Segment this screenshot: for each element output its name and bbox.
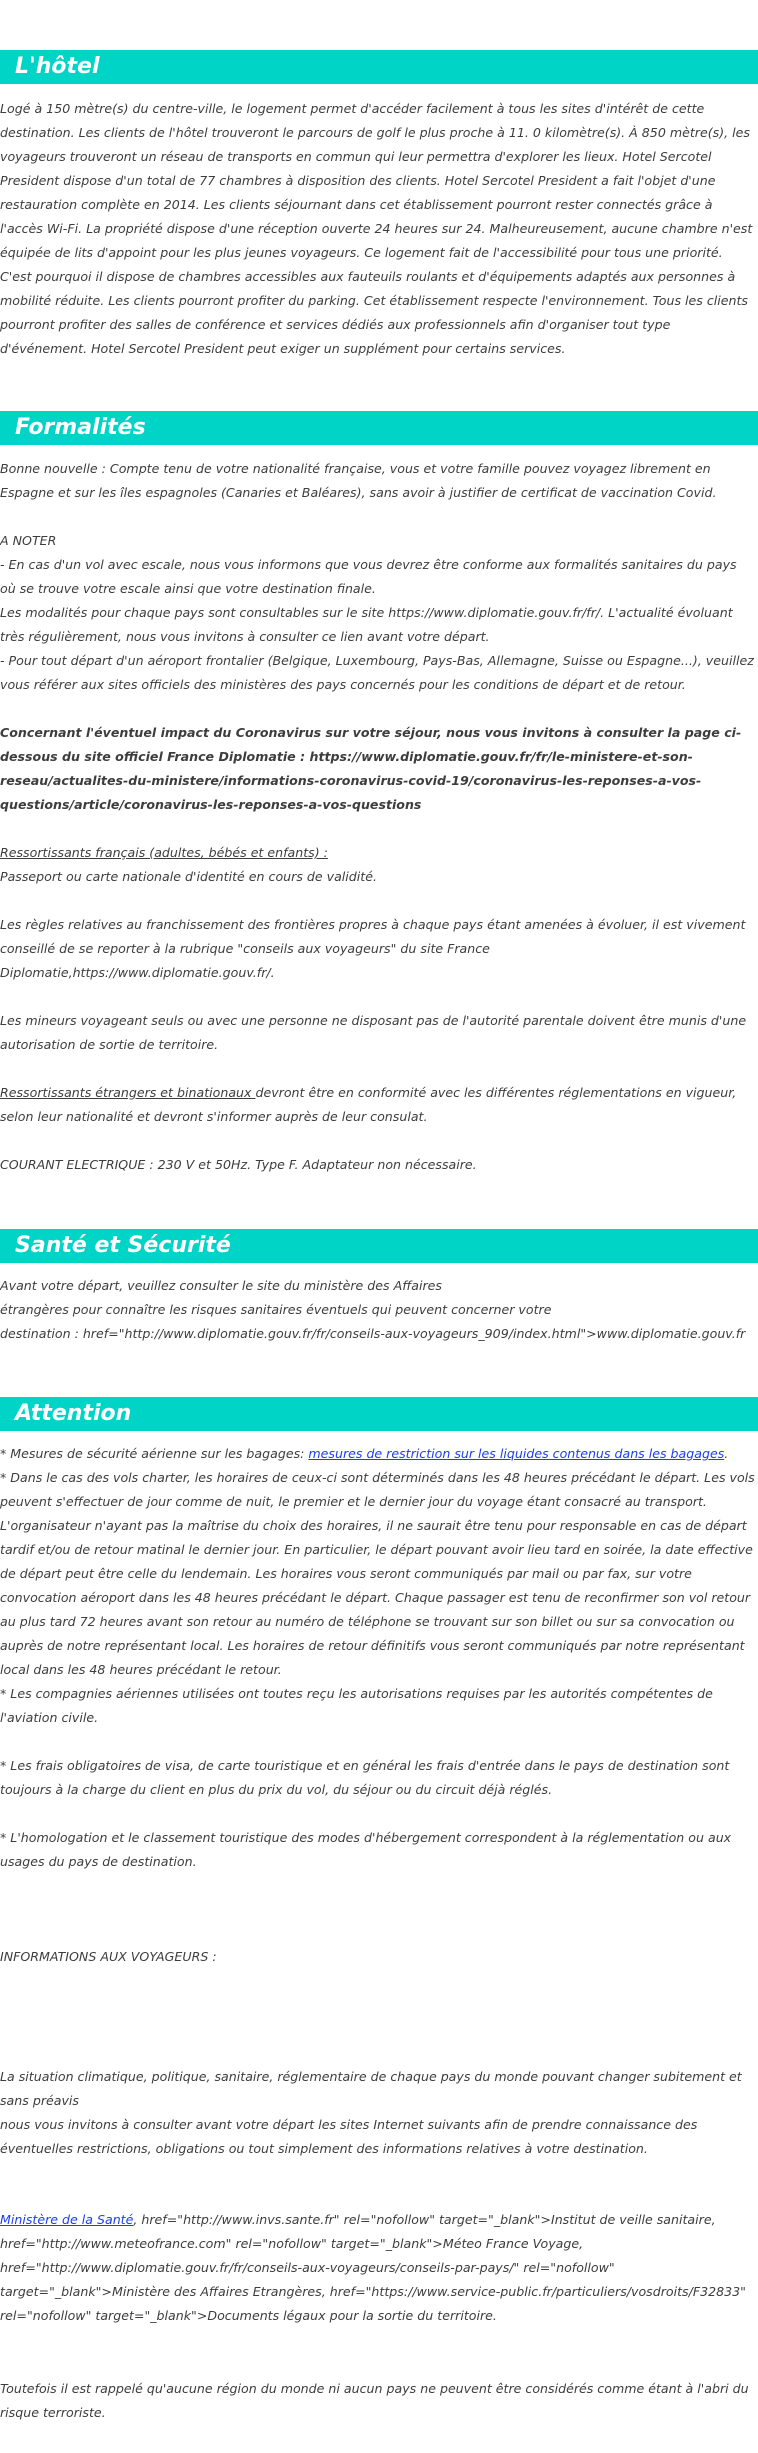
attention-block-3 [0,1826,756,1874]
formalites-minors [0,1009,756,1057]
links-text: , href="http://www.invs.sante.fr" rel="nofollow" target="_blank">Institut de veille sanitaire, href="http://www.meteofrance.com" rel="nofollow" target="_blank">Méteo France Voyage, href="http://www.diplomatie.gouv.fr/fr/conseils-aux-voyageurs/conseils-par-pays/" rel="nofollow" target="_blank">Ministère des Affaires Etrangères, href="https://www.service-public.fr/particuliers/vosdroits/F32833" rel="nofollow" target="_blank">Documents légaux pour la sortie du territoire. [0,2212,746,2323]
coronavirus-text: Concernant l'éventuel impact du Coronavirus sur votre séjour, nous vous invitons à consulter la page ci-dessous du site officiel France Diplomatie : https://www.diplomatie.gouv.fr/fr/le-ministere-et-son-reseau/actualites-du-ministere/informations-coronavirus-covid-19/coronavirus-les-reponses-a-vos-questions/article/coronavirus-les-reponses-a-vos-questions [0,725,742,812]
formalites-note [0,529,756,697]
formalites-foreigners [0,1081,756,1129]
terrorism-text: Toutefois il est rappelé qu'aucune région du monde ni aucun pays ne peuvent être considérés comme étant à l'abri du risque terroriste. [0,2381,749,2420]
liquids-restriction-link[interactable]: mesures de restriction sur les liquides contenus dans les bagages [308,1446,725,1461]
formalites-border-rules [0,913,756,985]
sante-text: Avant votre départ, veuillez consulter le site du ministère des Affaires étrangères pour connaître les risques sanitaires éventuels qui peuvent concerner votre destination : href="http://www.diplomatie.gouv.fr/fr/conseils-aux-voyageurs_909/index.html">www.diplomatie.gouv.fr [0,1278,746,1341]
ministry-health-link[interactable]: Ministère de la Santé [0,2212,134,2227]
formalites-coronavirus [0,721,756,817]
section-header-hotel [0,50,758,84]
section-header-attention [0,1397,758,1431]
visa-fees-text: * Les frais obligatoires de visa, de carte touristique et en général les frais d'entrée dans le pays de destination sont toujours à la charge du client en plus du prix du vol, du séjour ou du circuit déjà réglés. [0,1758,730,1797]
electricity-text: COURANT ELECTRIQUE : 230 V et 50Hz. Type F. Adaptateur non nécessaire. [0,1157,477,1172]
attention-block-2 [0,1754,756,1802]
formalites-french-nationals [0,841,756,889]
section-title-sante: Santé et Sécurité [15,1233,231,1258]
hotel-text: Logé à 150 mètre(s) du centre-ville, le logement permet d'accéder facilement à tous les sites d'intérêt de cette destination. Les clients de l'hôtel trouveront le parcours de golf le plus proche à 11. 0 kilomètre(s). À 850 mètre(s), les voyageurs trouveront un réseau de transports en commun qui leur permettra d'explorer les lieux. Hotel Sercotel President dispose d'un total de 77 chambres à disposition des clients. Hotel Sercotel President a fait l'objet d'une restauration complète en 2014. Les clients séjournant dans cet établissement pourront rester connectés grâce à l'accès Wi-Fi. La propriété dispose d'une réception ouverte 24 heures sur 24. Malheureusement, aucune chambre n'est équipée de lits d'appoint pour les plus jeunes voyageurs. Ce logement fait de l'accessibilité pour tous une priorité. C'est pourquoi il dispose de chambres accessibles aux fauteuils roulants et d'équipements adaptés aux personnes à mobilité réduite. Les clients pourront profiter du parking. Cet établissement respecte l'environnement. Tous les clients pourront profiter des salles de conférence et services dédiés aux professionnels afin d'organiser tout type d'événement. Hotel Sercotel President peut exiger un supplément pour certains services. [0,101,753,356]
section-header-formalites [0,411,758,445]
attention-block-1 [0,1442,756,1730]
section-title-hotel: L'hôtel [15,54,100,79]
minors-text: Les mineurs voyageant seuls ou avec une personne ne disposant pas de l'autorité parentale doivent être munis d'une autorisation de sortie de territoire. [0,1013,747,1052]
attention-block-6 [0,2208,756,2328]
traveller-info-text: La situation climatique, politique, sanitaire, réglementaire de chaque pays du monde pouvant changer subitement et sans préavis nous vous invitons à consulter avant votre départ les sites Internet suivants afin de prendre connaissance des éventuelles restrictions, obligations ou tout simplement des informations relatives à votre destination. [0,2069,742,2156]
section-header-sante [0,1229,758,1263]
section-title-attention: Attention [15,1401,132,1426]
french-nationals-text: Passeport ou carte nationale d'identité en cours de validité. [0,869,377,884]
formalites-electricity [0,1153,756,1177]
formalites-good-news [0,457,756,505]
attention-block-5 [0,2065,756,2161]
accommodation-text: * L'homologation et le classement touristique des modes d'hébergement correspondent à la réglementation ou aux usages du pays de destination. [0,1830,732,1869]
foreigners-heading: Ressortissants étrangers et binationaux [0,1085,256,1100]
security-prefix: * Mesures de sécurité aérienne sur les bagages: [0,1446,309,1461]
border-rules-text: Les règles relatives au franchissement des frontières propres à chaque pays étant amenées à évoluer, il est vivement conseillé de se reporter à la rubrique "conseils aux voyageurs" du site France Diplomatie,https://www.diplomatie.gouv.fr/. [0,917,746,980]
formalites-note-text: A NOTER - En cas d'un vol avec escale, nous vous informons que vous devrez être conforme aux formalités sanitaires du pays où se trouve votre escale ainsi que votre destination finale. Les modalités pour chaque pays sont consultables sur le site https://www.diplomatie.gouv.fr/fr/. L'actualité évoluant très régulièrement, nous vous invitons à consulter ce lien avant votre départ. - Pour tout départ d'un aéroport frontalier (Belgique, Luxembourg, Pays-Bas, Allemagne, Suisse ou Espagne...), veuillez vous référer aux sites officiels des ministères des pays concernés pour les conditions de départ et de retour. [0,533,754,692]
attention-block-7 [0,2377,756,2425]
french-nationals-heading: Ressortissants français (adultes, bébés et enfants) : [0,845,328,860]
attention-block-4 [0,1945,756,1969]
hotel-description [0,97,756,361]
formalites-paragraph: Bonne nouvelle : Compte tenu de votre nationalité française, vous et votre famille pouvez voyagez librement en Espagne et sur les îles espagnoles (Canaries et Baléares), sans avoir à justifier de certificat de vaccination Covid. [0,461,717,500]
section-title-formalites: Formalités [15,415,146,440]
security-suffix: . [724,1446,729,1461]
sante-text-block [0,1274,756,1346]
charter-flights-text: * Dans le cas des vols charter, les horaires de ceux-ci sont déterminés dans les 48 heures précédant le départ. Les vols peuvent s'effectuer de jour comme de nuit, le premier et le dernier jour du voyage étant consacré au transport. L'organisateur n'ayant pas la maîtrise du choix des horaires, il ne saurait être tenu pour responsable en cas de départ tardif et/ou de retour matinal le dernier jour. En particulier, le départ pouvant avoir lieu tard en soirée, la date effective de départ peut être celle du lendemain. Les horaires vous seront communiqués par mail ou par fax, sur votre convocation aéroport dans les 48 heures précédant le départ. Chaque passager est tenu de reconfirmer son vol retour au plus tard 72 heures avant son retour au numéro de téléphone se trouvant sur son billet ou sur sa convocation ou auprès de notre représentant local. Les horaires de retour définitifs vous seront communiqués par notre représentant local dans les 48 heures précédant le retour. * Les compagnies aériennes utilisées ont toutes reçu les autorisations requises par les autorités compétentes de l'aviation civile. [0,1470,755,1725]
foreigners-text: devront être en conformité avec les différentes réglementations en vigueur, selon leur nationalité et devront s'informer auprès de leur consulat. [0,1085,737,1124]
traveller-info-heading: INFORMATIONS AUX VOYAGEURS : [0,1949,217,1964]
